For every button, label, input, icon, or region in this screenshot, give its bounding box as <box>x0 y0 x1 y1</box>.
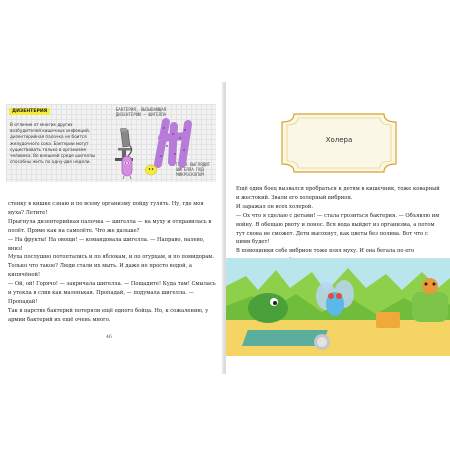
paragraph: Так в царстве бактерий потеряли ещё одного бойца. Но, к сожалению, у армии бактерий их ещё очень много. <box>8 307 209 323</box>
info-box <box>6 104 216 182</box>
right-page <box>226 82 450 374</box>
annotation-right: ВОТ ТАК ВЫГЛЯДИТ ШИГЕЛЛА ПОД МИКРОСКОПОМ <box>169 162 211 177</box>
paragraph: — Ой, ой! Горячо! — закричала шигелла. — Пощадите! Куда там! Смылась и утекла в слив как маленькая. Пропадай, — подумала шигелла. — Пропадай! <box>8 281 216 305</box>
paragraph: — Ох что я сделаю с детьми! — стала грозиться бактерия. — Объявлю им войну. Я обещаю рвоту и понос. Вся вода выйдет из организма, а потом тут снова не сможет. Дети высохнут, как цветы без полива. Вот что с ними будет! <box>236 212 440 246</box>
cholera-illustration <box>226 258 450 356</box>
shigella-bacterium-image <box>152 116 196 168</box>
chapter-title: Холера <box>325 136 353 144</box>
info-text: В отличие от многих других возбудителей кишечных инфекций, дизентерийная палочка не боится желудочного сока. Бактерии могут существовать только в организме человека. Во внешней среде шигеллы способны жить по одну-две недели. <box>10 122 96 165</box>
paragraph: стенку в кишке сзнаю и по всему организму пойду гулять. Ну, где моя муха? Летите! <box>8 201 204 216</box>
paragraph: Прыгнула дизентерийная палочка — шигелла — на муху и отправилась в полёт. Прямо как на самолёте. Что же дальше? <box>8 218 212 234</box>
left-body-text <box>8 200 216 325</box>
small-bacterium-character <box>119 154 135 180</box>
paragraph: И заражал он всех холерой. <box>236 203 313 210</box>
paragraph: — На фрукты! На овощи! — командовала шигелла. — Направо, налево, вниз! <box>8 236 205 252</box>
info-tag: ДИЗЕНТЕРИЯ <box>9 108 50 115</box>
paragraph: Ещё один боец вызвался пробраться к детям в кишечник, тоже коварный и жестокий. Звали его холерный вибрион. <box>236 186 440 201</box>
left-page <box>0 82 224 374</box>
book-spread <box>0 82 450 374</box>
paragraph: В помощники себе вибрион тоже взял муху. И она бегала по его <box>236 248 415 255</box>
page-number: 46 <box>106 335 112 340</box>
paragraph: Муха послушно потоптались и по яблокам, и по огурцам, и по помидорам. Только что такое? Люди стали их мыть. И даже не просто водой, а кипячёной! <box>8 254 214 279</box>
annotation-top: БАКТЕРИЯ, ВЫЗЫВАЮЩАЯ ДИЗЕНТЕРИЮ — ШИГЕЛЛА <box>115 107 167 117</box>
yellow-germ-character <box>144 164 158 176</box>
